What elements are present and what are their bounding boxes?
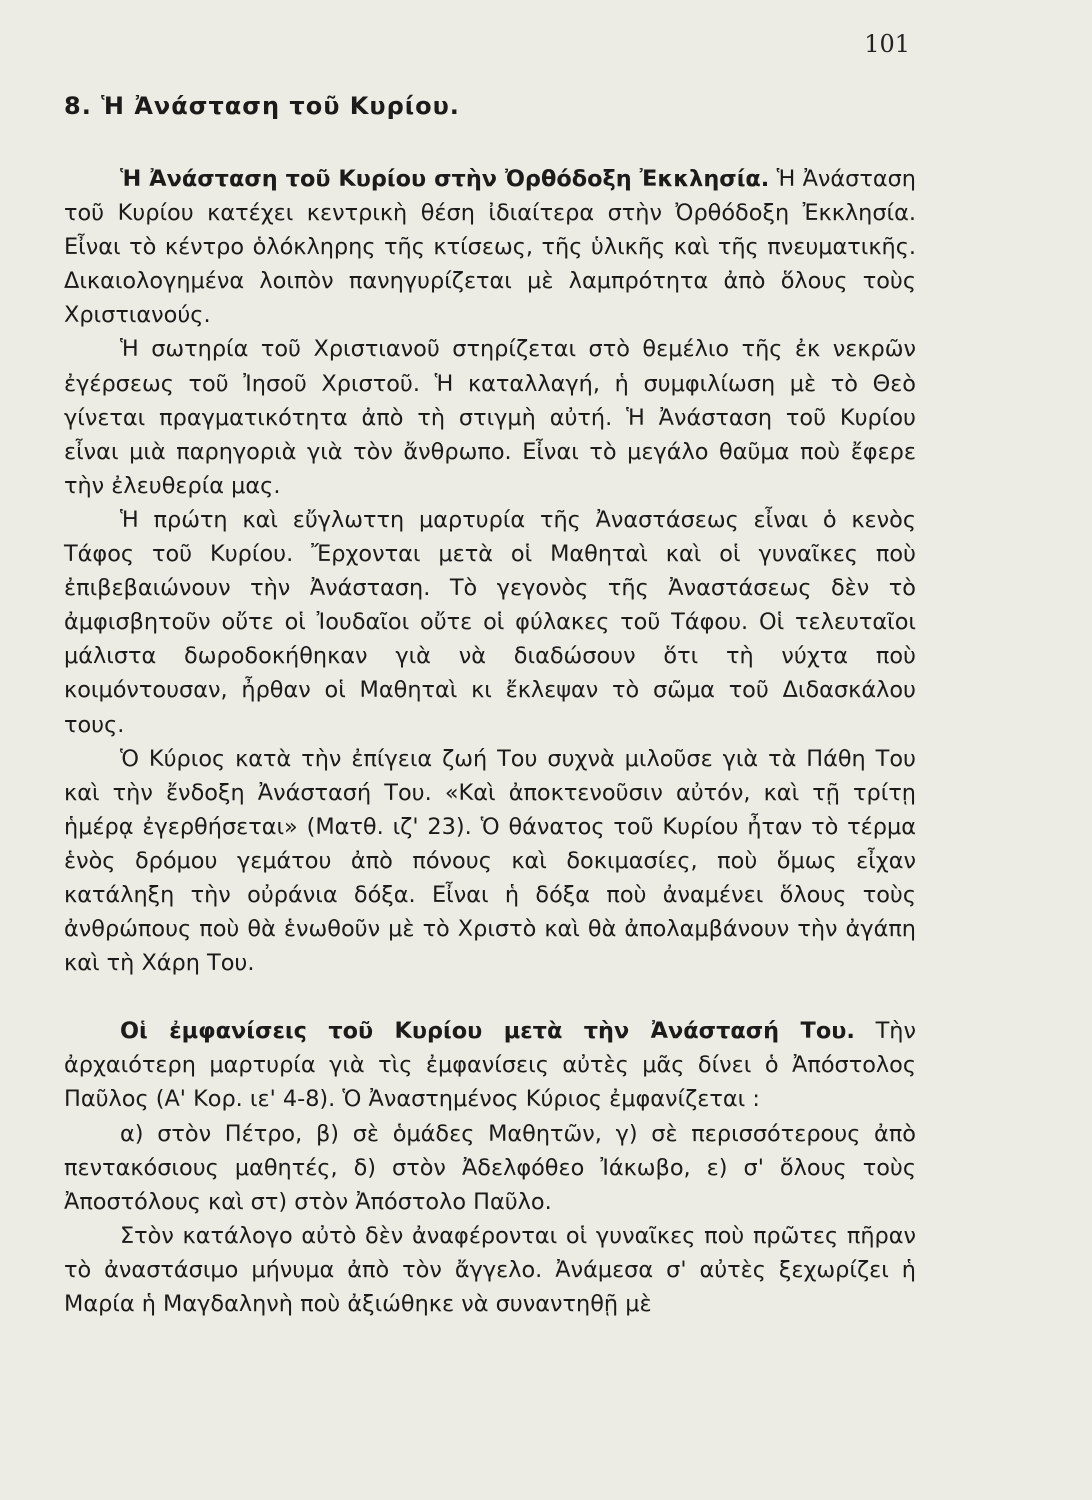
paragraph: Ἡ σωτηρία τοῦ Χριστιανοῦ στηρίζεται στὸ θεμέλιο τῆς ἐκ νεκρῶν ἐγέρσεως τοῦ Ἰησοῦ Χριστοῦ. Ἡ καταλλαγή, ἡ συμφιλίωση μὲ τὸ Θεὸ γίνεται πραγματικότητα ἀπὸ τὴ στιγμὴ αὐτή. Ἡ Ἀνάσταση τοῦ Κυρίου εἶναι μιὰ παρηγοριὰ γιὰ τὸν ἄνθρωπο. Εἶναι τὸ μεγάλο θαῦμα ποὺ ἔφερε τὴν ἐλευθερία μας. xyxy=(64,336,916,499)
paragraph: Ὁ Κύριος κατὰ τὴν ἐπίγεια ζωή Του συχνὰ μιλοῦσε γιὰ τὰ Πάθη Του καὶ τὴν ἔνδοξη Ἀνάστασή Του. «Καὶ ἀποκτενοῦσιν αὐτόν, καὶ τῇ τρίτῃ ἡμέρᾳ ἐγερθήσεται» (Ματθ. ιζ' 23). Ὁ θάνατος τοῦ Κυρίου ἦταν τὸ τέρμα ἑνὸς δρόμου γεμάτου ἀπὸ πόνους καὶ δοκιμασίες, ποὺ ὅμως εἶχαν κατάληξη τὴν οὐράνια δόξα. Εἶναι ἡ δόξα ποὺ ἀναμένει ὅλους τοὺς ἀνθρώπους ποὺ θὰ ἑνωθοῦν μὲ τὸ Χριστὸ καὶ θὰ ἀπολαμβάνουν τὴν ἀγάπη καὶ τὴ Χάρη Του. xyxy=(64,745,916,977)
paragraph: Ἡ πρώτη καὶ εὔγλωττη μαρτυρία τῆς Ἀναστάσεως εἶναι ὁ κενὸς Τάφος τοῦ Κυρίου. Ἔρχονται μετὰ οἱ Μαθηταὶ καὶ οἱ γυναῖκες ποὺ ἐπιβεβαιώνουν τὴν Ἀνάσταση. Τὸ γεγονὸς τῆς Ἀναστάσεως δὲν τὸ ἀμφισβητοῦν οὔτε οἱ Ἰουδαῖοι οὔτε οἱ φύλακες τοῦ Τάφου. Οἱ τελευταῖοι μάλιστα δωροδοκήθηκαν γιὰ νὰ διαδώσουν ὅτι τὴ νύχτα ποὺ κοιμόντουσαν, ἦρθαν οἱ Μαθηταὶ κι ἔκλεψαν τὸ σῶμα τοῦ Διδασκάλου τους. xyxy=(64,506,916,738)
paragraph xyxy=(64,162,916,332)
section-gap xyxy=(64,980,916,1014)
paragraph xyxy=(64,1014,916,1116)
page-content xyxy=(64,92,916,1321)
page-number: 101 xyxy=(864,30,910,58)
paragraph-text: Τὴν ἀρχαιότερη μαρτυρία γιὰ τὶς ἐμφανίσεις αὐτὲς μᾶς δίνει ὁ Ἀπόστολος Παῦλος (Α' Κορ. ιε' 4-8). Ὁ Ἀναστημένος Κύριος ἐμφανίζεται : xyxy=(64,1018,916,1113)
section-heading: Οἱ ἐμφανίσεις τοῦ Κυρίου μετὰ τὴν Ἀνάστασή Του. xyxy=(120,1018,855,1045)
chapter-title: 8. Ἡ Ἀνάσταση τοῦ Κυρίου. xyxy=(64,92,460,120)
paragraph-text: Ἡ Ἀνάσταση τοῦ Κυρίου κατέχει κεντρικὴ θέση ἰδιαίτερα στὴν Ὀρθόδοξη Ἐκκλησία. Εἶναι τὸ κέντρο ὁλόκληρης τῆς κτίσεως, τῆς ὑλικῆς καὶ τῆς πνευματικῆς. Δικαιολογημένα λοιπὸν πανηγυρίζεται μὲ λαμπρότητα ἀπὸ ὅλους τοὺς Χριστιανούς. xyxy=(64,166,916,329)
paragraph: Στὸν κατάλογο αὐτὸ δὲν ἀναφέρονται οἱ γυναῖκες ποὺ πρῶτες πῆραν τὸ ἀναστάσιμο μήνυμα ἀπὸ τὸν ἄγγελο. Ἀνάμεσα σ' αὐτὲς ξεχωρίζει ἡ Μαρία ἡ Μαγδαληνὴ ποὺ ἀξιώθηκε νὰ συναντηθῇ μὲ xyxy=(64,1222,916,1317)
paragraph: α) στὸν Πέτρο, β) σὲ ὁμάδες Μαθητῶν, γ) σὲ περισσότερους ἀπὸ πεντακόσιους μαθητές, δ) στὸν Ἀδελφόθεο Ἰάκωβο, ε) σ' ὅλους τοὺς Ἀποστόλους καὶ στ) στὸν Ἀπόστολο Παῦλο. xyxy=(64,1120,916,1215)
section-heading: Ἡ Ἀνάσταση τοῦ Κυρίου στὴν Ὀρθόδοξη Ἐκκλησία. xyxy=(120,166,770,192)
